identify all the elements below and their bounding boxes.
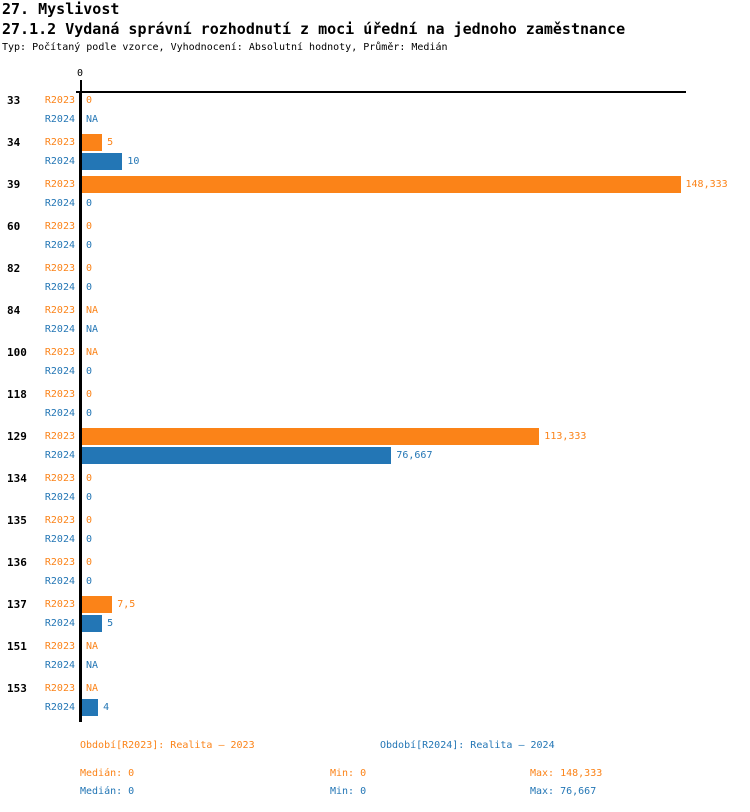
category-block <box>0 554 750 596</box>
bar-row <box>0 386 750 403</box>
series-label: R2024 <box>44 618 75 629</box>
value-label: 0 <box>86 366 93 377</box>
bar-row <box>0 134 750 151</box>
series-label: R2024 <box>44 450 75 461</box>
category-label: 129 <box>7 430 27 443</box>
category-block <box>0 176 750 218</box>
bar <box>82 615 102 632</box>
series-label: R2024 <box>44 282 75 293</box>
bar-row <box>0 596 750 613</box>
bar <box>82 447 391 464</box>
bar-row <box>0 680 750 697</box>
category-block <box>0 92 750 134</box>
category-block <box>0 680 750 722</box>
bar-row <box>0 638 750 655</box>
bar-row <box>0 699 750 716</box>
bar-row <box>0 531 750 548</box>
value-label: 0 <box>86 198 93 209</box>
bar-row <box>0 218 750 235</box>
value-label: 7,5 <box>117 599 136 610</box>
value-label: 0 <box>86 515 93 526</box>
bar <box>82 596 112 613</box>
category-label: 151 <box>7 640 27 653</box>
value-label: 0 <box>86 557 93 568</box>
series-label: R2024 <box>44 198 75 209</box>
value-label: NA <box>86 305 99 316</box>
bar-row <box>0 447 750 464</box>
bar-row <box>0 153 750 170</box>
value-label: 0 <box>86 389 93 400</box>
series-label: R2023 <box>44 263 75 274</box>
value-label: 0 <box>86 576 93 587</box>
indicator-meta: Typ: Počítaný podle vzorce, Vyhodnocení: Absolutní hodnoty, Průměr: Medián <box>2 42 448 53</box>
bar-row <box>0 512 750 529</box>
value-label: 0 <box>86 473 93 484</box>
series-label: R2024 <box>44 576 75 587</box>
category-block <box>0 638 750 680</box>
category-label: 60 <box>7 220 21 233</box>
value-label: 113,333 <box>544 431 587 442</box>
series-label: R2024 <box>44 156 75 167</box>
bar-row <box>0 554 750 571</box>
bar <box>82 428 539 445</box>
category-label: 84 <box>7 304 21 317</box>
value-label: NA <box>86 641 99 652</box>
bar-row <box>0 302 750 319</box>
category-label: 100 <box>7 346 27 359</box>
category-block <box>0 470 750 512</box>
value-label: 10 <box>127 156 140 167</box>
bar-row <box>0 405 750 422</box>
category-block <box>0 134 750 176</box>
bar <box>82 134 102 151</box>
value-label: NA <box>86 660 99 671</box>
series-label: R2023 <box>44 641 75 652</box>
bar-row <box>0 489 750 506</box>
bar <box>82 176 681 193</box>
value-label: 0 <box>86 492 93 503</box>
category-label: 82 <box>7 262 21 275</box>
bar-row <box>0 321 750 338</box>
stat-median-r2024: Medián: 0 <box>80 786 135 797</box>
value-label: 148,333 <box>685 179 728 190</box>
bar <box>82 153 122 170</box>
bar-row <box>0 176 750 193</box>
series-label: R2023 <box>44 179 75 190</box>
category-label: 137 <box>7 598 27 611</box>
series-label: R2023 <box>44 137 75 148</box>
stat-min-r2023: Min: 0 <box>330 768 367 779</box>
category-block <box>0 386 750 428</box>
series-label: R2024 <box>44 702 75 713</box>
series-label: R2024 <box>44 324 75 335</box>
category-block <box>0 218 750 260</box>
category-block <box>0 260 750 302</box>
bar-row <box>0 573 750 590</box>
chapter-title: 27. Myslivost <box>2 0 120 18</box>
value-label: 4 <box>103 702 110 713</box>
bar-row <box>0 260 750 277</box>
series-label: R2023 <box>44 389 75 400</box>
category-label: 134 <box>7 472 27 485</box>
value-label: NA <box>86 683 99 694</box>
category-block <box>0 344 750 386</box>
value-label: NA <box>86 324 99 335</box>
series-label: R2024 <box>44 114 75 125</box>
stat-max-r2024: Max: 76,667 <box>530 786 597 797</box>
bar-row <box>0 279 750 296</box>
stat-max-r2023: Max: 148,333 <box>530 768 603 779</box>
indicator-title: 27.1.2 Vydaná správní rozhodnutí z moci úřední na jednoho zaměstnance <box>2 20 626 38</box>
series-label: R2024 <box>44 492 75 503</box>
bar-row <box>0 92 750 109</box>
category-label: 34 <box>7 136 21 149</box>
value-label: 76,667 <box>396 450 433 461</box>
value-label: 5 <box>107 137 114 148</box>
category-label: 136 <box>7 556 27 569</box>
series-label: R2023 <box>44 95 75 106</box>
value-label: 0 <box>86 408 93 419</box>
category-label: 135 <box>7 514 27 527</box>
series-label: R2023 <box>44 515 75 526</box>
series-label: R2024 <box>44 408 75 419</box>
series-label: R2023 <box>44 599 75 610</box>
series-label: R2023 <box>44 557 75 568</box>
category-label: 118 <box>7 388 27 401</box>
bar-row <box>0 111 750 128</box>
category-label: 153 <box>7 682 27 695</box>
value-label: 0 <box>86 263 93 274</box>
value-label: NA <box>86 347 99 358</box>
category-block <box>0 302 750 344</box>
value-label: 0 <box>86 240 93 251</box>
series-label: R2023 <box>44 221 75 232</box>
bar-row <box>0 470 750 487</box>
value-label: 0 <box>86 282 93 293</box>
series-label: R2024 <box>44 534 75 545</box>
value-label: NA <box>86 114 99 125</box>
bar-row <box>0 363 750 380</box>
axis-zero-label: 0 <box>77 68 84 79</box>
series-label: R2023 <box>44 473 75 484</box>
series-label: R2023 <box>44 305 75 316</box>
stat-median-r2023: Medián: 0 <box>80 768 135 779</box>
category-block <box>0 596 750 638</box>
bar-row <box>0 195 750 212</box>
value-label: 0 <box>86 95 93 106</box>
value-label: 0 <box>86 534 93 545</box>
bar-row <box>0 657 750 674</box>
bar-row <box>0 344 750 361</box>
category-block <box>0 428 750 470</box>
series-label: R2023 <box>44 347 75 358</box>
category-label: 39 <box>7 178 21 191</box>
value-label: 5 <box>107 618 114 629</box>
category-block <box>0 512 750 554</box>
bar-row <box>0 237 750 254</box>
series-label: R2023 <box>44 683 75 694</box>
bar-row <box>0 615 750 632</box>
series-label: R2023 <box>44 431 75 442</box>
series-label: R2024 <box>44 660 75 671</box>
series-label: R2024 <box>44 240 75 251</box>
legend-r2024: Období[R2024]: Realita – 2024 <box>380 740 555 751</box>
stat-min-r2024: Min: 0 <box>330 786 367 797</box>
series-label: R2024 <box>44 366 75 377</box>
bar-row <box>0 428 750 445</box>
legend-r2023: Období[R2023]: Realita – 2023 <box>80 740 255 751</box>
category-label: 33 <box>7 94 21 107</box>
value-label: 0 <box>86 221 93 232</box>
bar <box>82 699 98 716</box>
